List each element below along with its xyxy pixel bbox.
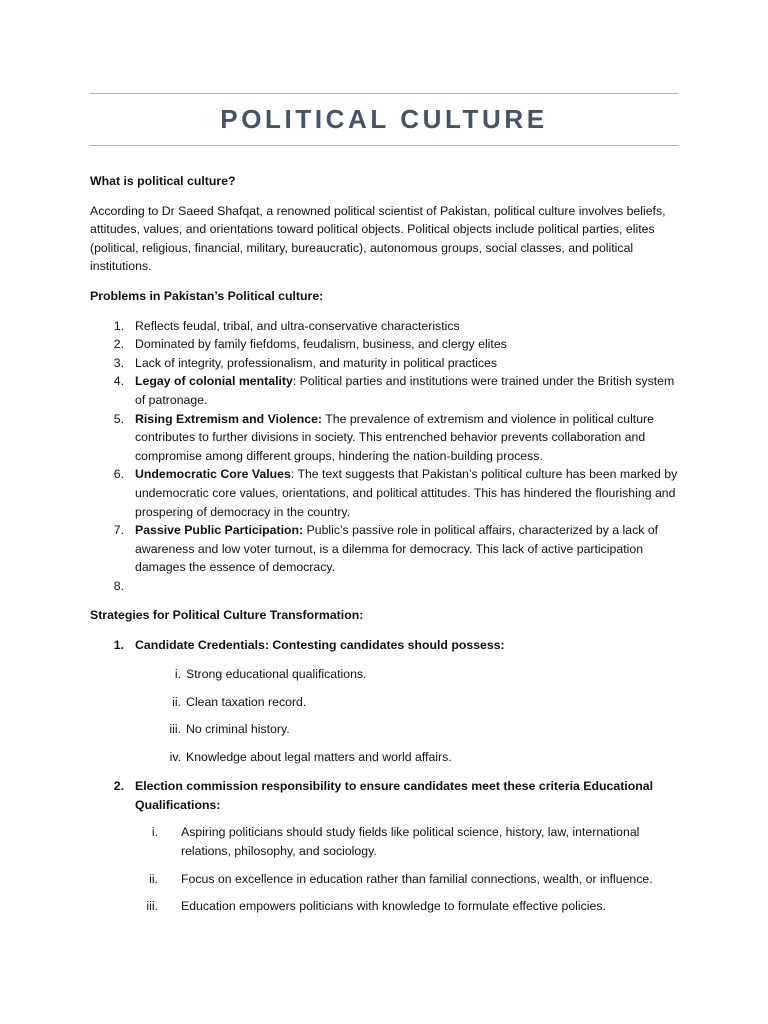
list-item-text: Reflects feudal, tribal, and ultra-conservative characteristics (135, 318, 460, 333)
list-item-text: The prevalence of extremism and violence in political culture contributes to further divisions in society. This entrenched behavior prevents collaboration and compromise among different groups, hindering the nation-building process. (135, 411, 654, 463)
sublist-item (90, 870, 678, 889)
section-heading-what-is: What is political culture? (90, 174, 236, 188)
list-number: 8. (113, 578, 124, 593)
list-number: 2. (113, 337, 124, 352)
list-number: 2. (113, 778, 124, 793)
page-title: POLITICAL CULTURE (220, 104, 548, 134)
sublist-item (90, 720, 678, 739)
sublist-item (90, 665, 678, 684)
roman-number: i. (174, 666, 181, 681)
strategies-list-continued (90, 777, 678, 814)
roman-number: ii. (172, 694, 181, 709)
list-item (90, 354, 678, 373)
list-item-text: Lack of integrity, professionalism, and maturity in political practices (135, 355, 498, 370)
list-item (90, 577, 678, 596)
sublist-item-text: Aspiring politicians should study fields like political science, history, law, international relations, philosophy, and sociology. (181, 825, 640, 858)
strategy-item (90, 636, 678, 655)
list-number: 7. (113, 523, 124, 538)
sublist-item-text: Focus on excellence in education rather than familial connections, wealth, or influence. (181, 871, 653, 886)
sublist-item-text: Clean taxation record. (186, 694, 307, 709)
list-item-bold-label: Passive Public Participation: (135, 523, 304, 538)
list-number: 1. (113, 318, 124, 333)
list-number: 4. (113, 374, 124, 389)
sublist-item-text: Education empowers politicians with knowledge to formulate effective policies. (181, 899, 606, 914)
list-item (90, 372, 678, 409)
section-heading-problems: Problems in Pakistan’s Political culture: (90, 288, 324, 303)
strategies-list (90, 636, 678, 655)
section-heading-strategies: Strategies for Political Culture Transformation: (90, 608, 364, 623)
sublist-item-text: Strong educational qualifications. (186, 666, 367, 681)
strategy-item (90, 777, 678, 814)
intro-paragraph: According to Dr Saeed Shafqat, a renowned political scientist of Pakistan, political culture involves beliefs, attitudes, values, and orientations toward political objects. Political objects include political parties, elites (political, religious, financial, military, bureaucratic), autonomous groups, social classes, and political institutions. (90, 203, 666, 274)
sublist-item (90, 693, 678, 712)
document-body (90, 172, 678, 925)
title-bottom-rule (90, 145, 678, 146)
list-item (90, 335, 678, 354)
roman-number: iv. (169, 750, 181, 765)
list-number: 6. (113, 467, 124, 482)
list-number: 3. (113, 355, 124, 370)
strategy-label: Election commission responsibility to ensure candidates meet these criteria Educational Qualifications: (135, 778, 653, 812)
roman-number: iii. (169, 722, 181, 737)
list-item-text: Public’s passive role in political affairs, characterized by a lack of awareness and low voter turnout, is a dilemma for democracy. This lack of active participation damages the essence of democracy. (135, 523, 659, 575)
problems-list (90, 317, 678, 596)
list-item (90, 317, 678, 336)
list-item-text: : Political parties and institutions were trained under the British system of patronage. (135, 374, 675, 407)
sublist-item-text: Knowledge about legal matters and world affairs. (186, 750, 452, 765)
roman-number: ii. (149, 871, 158, 886)
list-item (90, 410, 678, 466)
roman-number: i. (151, 825, 158, 840)
sublist-item (90, 748, 678, 767)
credentials-sublist (90, 665, 678, 767)
list-item-text: : The text suggests that Pakistan’s political culture has been marked by undemocratic core values, orientations, and political attitudes. This has hindered the flourishing and prospering of democracy in the country. (135, 467, 678, 519)
strategy-label: Candidate Credentials: Contesting candidates should possess: (135, 638, 505, 653)
list-number: 1. (113, 638, 124, 653)
title-top-rule (90, 93, 678, 94)
list-item (90, 521, 678, 577)
sublist-item (90, 823, 678, 860)
education-sublist (90, 823, 678, 916)
list-item (90, 465, 678, 521)
list-item-text: Dominated by family fiefdoms, feudalism, business, and clergy elites (135, 337, 507, 352)
list-item-bold-label: Legay of colonial mentality (135, 374, 293, 389)
sublist-item-text: No criminal history. (186, 722, 290, 737)
list-number: 5. (113, 411, 124, 426)
list-item-bold-label: Undemocratic Core Values (135, 467, 291, 482)
sublist-item (90, 897, 678, 916)
list-item-bold-label: Rising Extremism and Violence: (135, 411, 323, 426)
roman-number: iii. (146, 899, 158, 914)
